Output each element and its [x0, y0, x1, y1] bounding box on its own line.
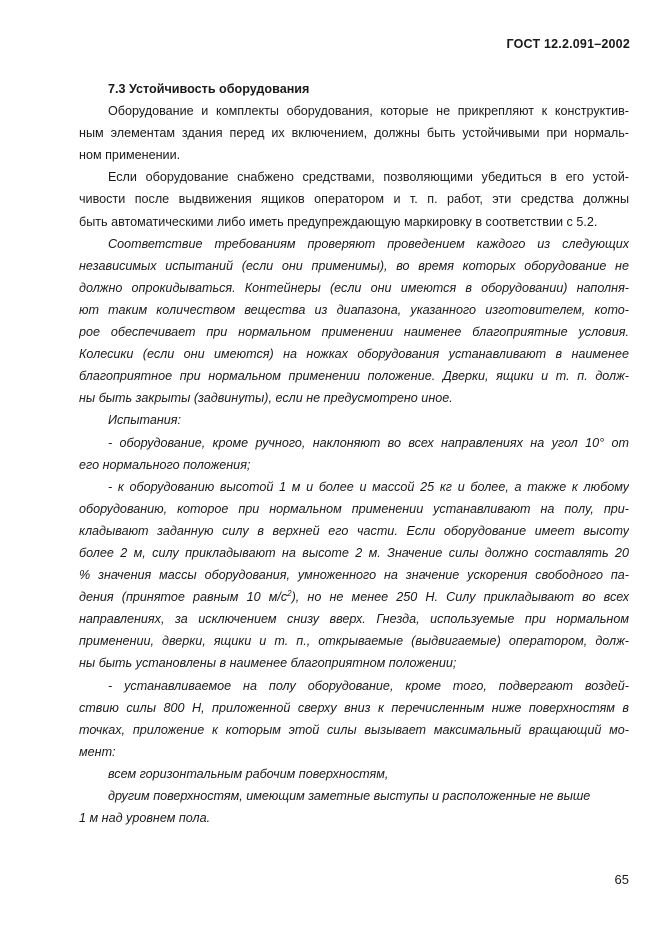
paragraph-3-compliance	[79, 233, 629, 410]
text-line: ны быть закрыты (задвинуты), если не предусмотрено иное.	[79, 391, 453, 406]
text-line: ны быть установлены в наименее благоприятном положении;	[79, 656, 457, 671]
page-body	[79, 78, 629, 829]
test-item-2	[79, 476, 629, 675]
text-line: другим поверхностям, имеющим заметные выступы и расположенные не выше	[108, 789, 591, 803]
paragraph-2	[79, 166, 629, 232]
text-line: более 2 м, силу прикладывают на высоте 2 м. Значение силы должно составлять 20	[79, 545, 629, 560]
text-line: - к оборудованию высотой 1 м и более и массой 25 кг и более, а также к любому	[108, 479, 629, 494]
text-line: направлениях, за исключением снизу вверх. Гнезда, используемые при нормальном	[79, 612, 629, 627]
text-line: 1 м над уровнем пола.	[79, 811, 211, 826]
text-line: ным элементам здания перед их включением, должны быть устойчивыми при нормаль-	[79, 126, 629, 141]
text-fragment: дения (принятое равным 10 м/с	[79, 590, 288, 605]
text-line: мент:	[79, 744, 116, 759]
text-line: - оборудование, кроме ручного, наклоняют во всех направлениях на угол 10° от	[108, 435, 629, 450]
text-line: благоприятное при нормальном применении положение. Дверки, ящики и т. п. долж-	[79, 369, 629, 384]
text-line-with-superscript	[79, 586, 629, 608]
text-line: применении, дверки, ящики и т. п., открываемые (выдвигаемые) оператором, долж-	[79, 634, 629, 649]
text-line: Соответствие требованиям проверяют проведением каждого из следующих	[108, 236, 629, 251]
page-number: 65	[614, 872, 629, 887]
text-line: - устанавливаемое на полу оборудование, кроме того, подвергают воздей-	[108, 678, 629, 693]
surfaces-list	[79, 763, 629, 829]
section-title: 7.3 Устойчивость оборудования	[108, 82, 310, 96]
text-line: % значения массы оборудования, умноженного на значение ускорения свободного па-	[79, 568, 629, 583]
tests-label: Испытания:	[108, 413, 182, 428]
text-line: независимых испытаний (если они применимы), во время которых оборудование не	[79, 258, 629, 273]
text-line: должно опрокидываться. Контейнеры (если они имеются в оборудовании) наполня-	[79, 280, 629, 295]
superscript: 2	[287, 589, 292, 599]
test-item-1	[79, 432, 629, 476]
text-line: его нормального положения;	[79, 457, 251, 472]
text-line: быть автоматическими либо иметь предупреждающую маркировку в соответствии с 5.2.	[79, 214, 598, 229]
text-line: ствию силы 800 Н, приложенной сверху вниз к перечисленным ниже поверхностям в	[79, 700, 629, 715]
text-line: оборудованию, которое при нормальном применении устанавливают на полу, при-	[79, 501, 629, 516]
paragraph-1	[79, 100, 629, 166]
text-line: точках, приложение к которым этой силы вызывает максимальный вращающий мо-	[79, 722, 629, 737]
text-line: ном применении.	[79, 148, 181, 163]
text-line: кладывают заданную силу в верхней его части. Если оборудование имеет высоту	[79, 523, 629, 538]
text-line: Колесики (если они имеются) на ножках оборудования устанавливают в наименее	[79, 347, 629, 362]
text-line: Если оборудование снабжено средствами, позволяющими убедиться в его устой-	[108, 170, 629, 185]
text-line: Оборудование и комплекты оборудования, которые не прикрепляют к конструктив-	[108, 104, 629, 119]
text-fragment: ), но не менее 250 Н. Силу прикладывают во всех	[291, 590, 629, 605]
text-line: всем горизонтальным рабочим поверхностям,	[108, 766, 389, 781]
standard-header: ГОСТ 12.2.091–2002	[506, 37, 630, 51]
text-line: рое обеспечивает при нормальном применении наименее благоприятные условия.	[79, 325, 629, 340]
test-item-3	[79, 675, 629, 763]
text-line: ют таким количеством вещества из диапазона, указанного изготовителем, кото-	[79, 302, 629, 317]
text-line: чивости после выдвижения ящиков оператором и т. п. работ, эти средства должны	[79, 192, 629, 207]
